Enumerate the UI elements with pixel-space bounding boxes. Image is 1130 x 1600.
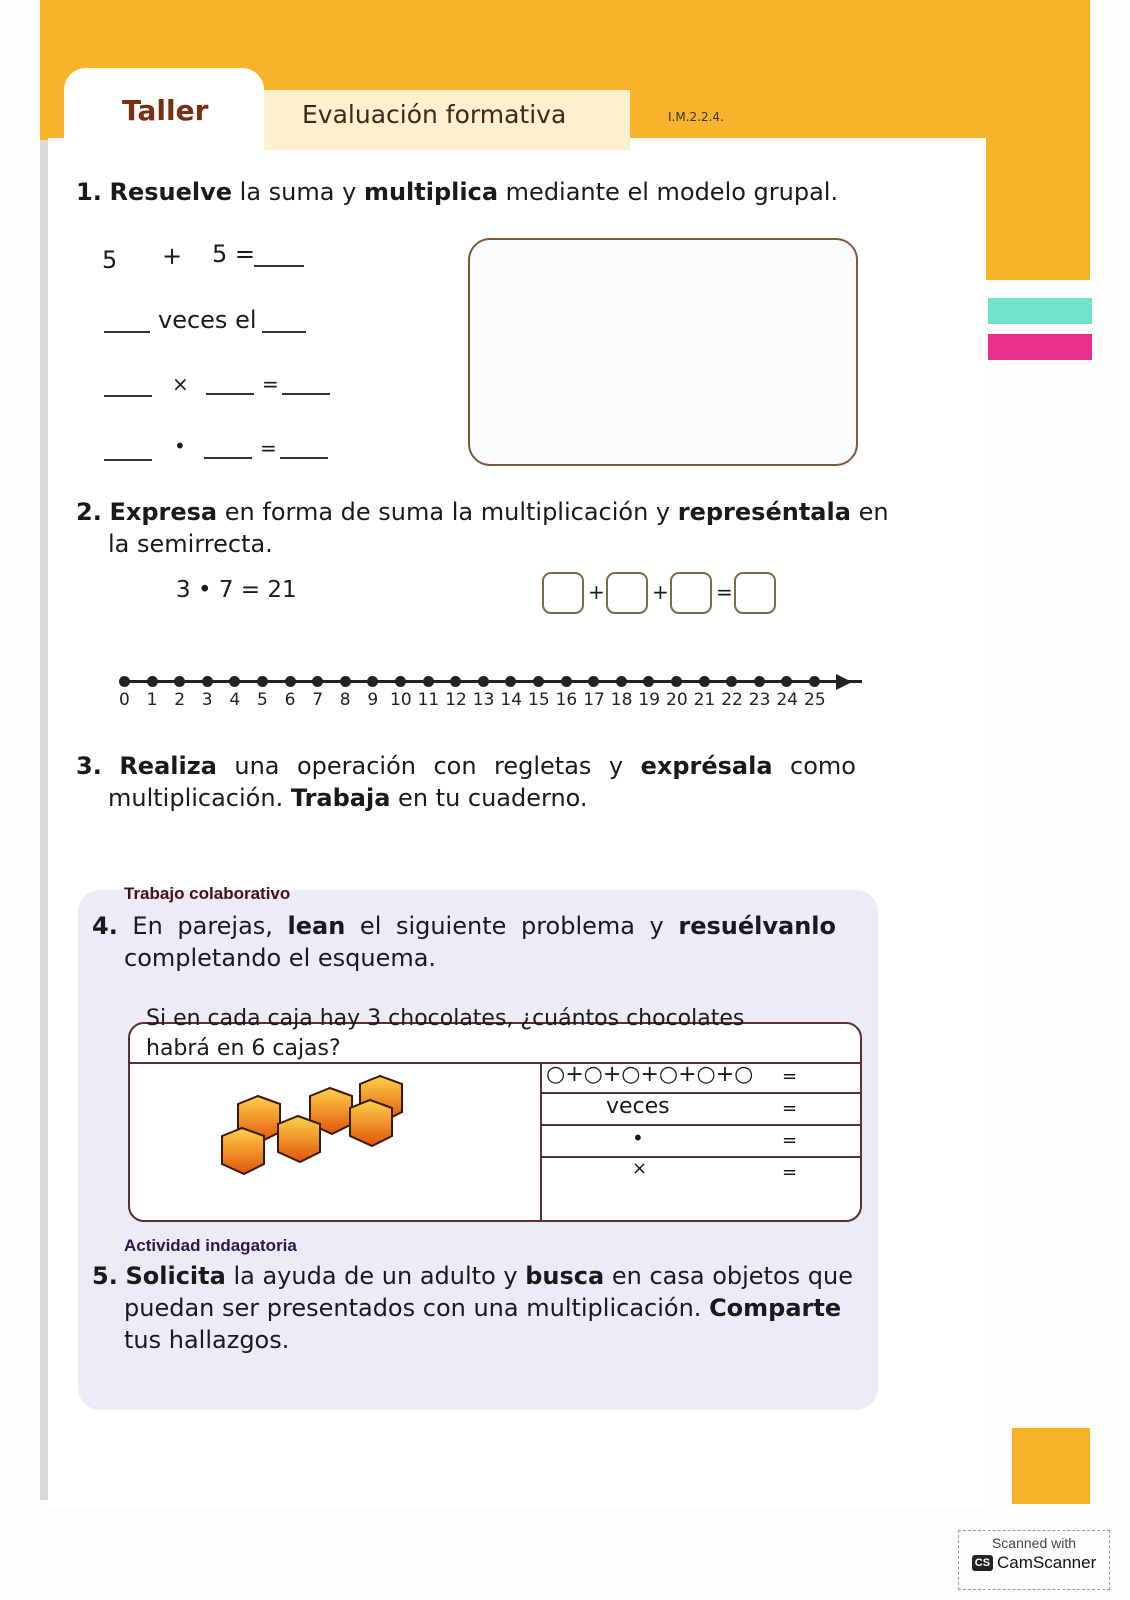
- question-3: 3. Realiza una operación con regletas y exprésala como: [76, 752, 856, 780]
- page-edge: [40, 140, 48, 1500]
- number-line-dot: [809, 676, 820, 687]
- q1-sum-a: 5: [102, 246, 118, 274]
- number-line-tick-label: 18: [610, 690, 633, 710]
- question-2-line2: la semirrecta.: [108, 530, 273, 558]
- q2-equation: 3 • 7 = 21: [176, 577, 297, 603]
- number-line-dot: [478, 676, 489, 687]
- q1-veces-text: veces el: [158, 306, 257, 334]
- row-dot: •: [632, 1126, 644, 1150]
- number-line-tick-label: 24: [776, 690, 799, 710]
- number-line-dot: [616, 676, 627, 687]
- q1-dot-blank-2[interactable]: [204, 456, 252, 459]
- label-actividad-indagatoria: Actividad indagatoria: [124, 1236, 297, 1255]
- tab-taller: Taller: [122, 94, 209, 127]
- number-line-tick-label: 22: [721, 690, 743, 710]
- number-line-tick-label: 17: [583, 690, 605, 710]
- number-line-tick-label: 9: [367, 690, 379, 710]
- q1-veces-blank-2[interactable]: [262, 330, 306, 333]
- page-number-tab: [1012, 1428, 1090, 1504]
- chocolate-problem: Si en cada caja hay 3 chocolates, ¿cuántos chocolates habrá en 6 cajas?: [146, 1006, 745, 1061]
- row-times-eq: =: [782, 1162, 798, 1183]
- q2-plus-2: +: [652, 580, 669, 604]
- q1-plus: +: [162, 242, 183, 270]
- number-line-dot: [395, 676, 406, 687]
- number-line-tick-label: 15: [528, 690, 550, 710]
- number-line-tick-label: 14: [500, 690, 523, 710]
- q1-dot-eq: =: [260, 436, 277, 460]
- number-line-tick-label: 8: [339, 690, 351, 710]
- number-line-dot: [561, 676, 572, 687]
- number-line-tick-label: 12: [445, 690, 467, 710]
- row-times: ×: [632, 1158, 648, 1179]
- q1-dot-sign: •: [174, 434, 186, 458]
- question-4-line2: completando el esquema.: [124, 944, 437, 972]
- tab-evaluacion: Evaluación formativa: [302, 100, 567, 129]
- q1-times-blank-1[interactable]: [104, 394, 152, 397]
- number-line-tick-label: 2: [174, 690, 186, 710]
- number-line-dot: [257, 676, 268, 687]
- q2-sum-box-1[interactable]: [542, 572, 584, 614]
- number-line-dot: [423, 676, 434, 687]
- number-line-tick-label: 10: [390, 690, 412, 710]
- number-line-dot: [699, 676, 710, 687]
- row-veces-eq: =: [782, 1098, 798, 1119]
- q1-dot-blank-3[interactable]: [280, 456, 328, 459]
- q2-sum-box-2[interactable]: [606, 572, 648, 614]
- chocolate-boxes-illustration: [210, 1066, 430, 1186]
- q1-times-blank-2[interactable]: [206, 392, 254, 395]
- number-line-tick-label: 4: [229, 690, 241, 710]
- number-line-arrow-icon: [836, 672, 854, 692]
- table-col-divider: [540, 1062, 542, 1220]
- number-line-dot: [147, 676, 158, 687]
- q1-dot-blank-1[interactable]: [104, 458, 152, 461]
- number-line-tick-label: 23: [748, 690, 771, 710]
- q1-times-blank-3[interactable]: [282, 392, 330, 395]
- number-line-dot: [754, 676, 765, 687]
- pink-strip: [988, 334, 1092, 360]
- q1-sum-b: 5 =: [212, 240, 256, 268]
- number-line-tick-label: 11: [417, 690, 440, 710]
- q2-plus-1: +: [588, 580, 605, 604]
- number-line-tick-label: 13: [472, 690, 495, 710]
- q2-equals: =: [716, 580, 733, 604]
- q1-answer-line[interactable]: [254, 264, 304, 267]
- number-line-dot: [533, 676, 544, 687]
- q1-drawing-box[interactable]: [468, 238, 858, 466]
- label-trabajo-colaborativo: Trabajo colaborativo: [124, 884, 291, 903]
- number-line-tick-label: 21: [693, 690, 716, 710]
- q1-veces-blank-1[interactable]: [104, 330, 150, 333]
- page-number: 85: [1000, 1398, 1031, 1423]
- row-dot-eq: =: [782, 1130, 798, 1151]
- row-line-2: [540, 1124, 860, 1126]
- orange-side-band: [986, 0, 1090, 280]
- row-line-3: [540, 1156, 860, 1158]
- teal-strip: [988, 298, 1092, 324]
- q2-sum-box-3[interactable]: [670, 572, 712, 614]
- watermark-brand-row: [959, 1553, 1109, 1573]
- row-line-1: [540, 1092, 860, 1094]
- question-3-line2: multiplicación. Trabaja en tu cuaderno.: [108, 784, 588, 812]
- q1-times-eq: =: [262, 372, 279, 396]
- watermark-brand: CamScanner: [997, 1553, 1097, 1572]
- question-2: 2. Expresa en forma de suma la multiplicación y represéntala en: [76, 498, 889, 526]
- number-line-tick-label: 3: [201, 690, 213, 710]
- number-line-dot: [340, 676, 351, 687]
- number-line-dot: [671, 676, 682, 687]
- camscanner-logo-icon: CS: [972, 1555, 993, 1571]
- number-line-dot: [202, 676, 213, 687]
- q2-result-box[interactable]: [734, 572, 776, 614]
- row-circles-eq: =: [782, 1066, 798, 1087]
- number-line-tick-label: 1: [146, 690, 158, 710]
- number-line-tick-label: 0: [119, 690, 130, 710]
- number-line-tick-label: 19: [638, 690, 661, 710]
- number-line-dot: [119, 676, 130, 687]
- number-line-tick-label: 5: [257, 690, 268, 710]
- number-line-tick-label: 7: [312, 690, 324, 710]
- number-line-tick-label: 25: [804, 690, 826, 710]
- curriculum-code: I.M.2.2.4.: [668, 110, 724, 124]
- watermark-line1: Scanned with: [991, 1535, 1077, 1551]
- question-5-line2: puedan ser presentados con una multiplicación. Comparte: [124, 1294, 842, 1322]
- number-line-dot: [285, 676, 296, 687]
- number-line-tick-label: 6: [284, 690, 296, 710]
- camscanner-watermark: [958, 1530, 1110, 1590]
- question-4: 4. En parejas, lean el siguiente problema y resuélvanlo: [92, 912, 836, 940]
- number-line-tick-label: 20: [666, 690, 688, 710]
- question-1: 1. Resuelve la suma y multiplica mediante el modelo grupal.: [76, 178, 839, 206]
- q1-times-sign: ×: [172, 372, 189, 396]
- row-veces: veces: [606, 1094, 670, 1119]
- row-circles: ○+○+○+○+○+○: [546, 1062, 754, 1087]
- number-line-tick-label: 16: [555, 690, 578, 710]
- question-5: 5. Solicita la ayuda de un adulto y busca en casa objetos que: [92, 1262, 853, 1290]
- question-5-line3: tus hallazgos.: [124, 1326, 290, 1354]
